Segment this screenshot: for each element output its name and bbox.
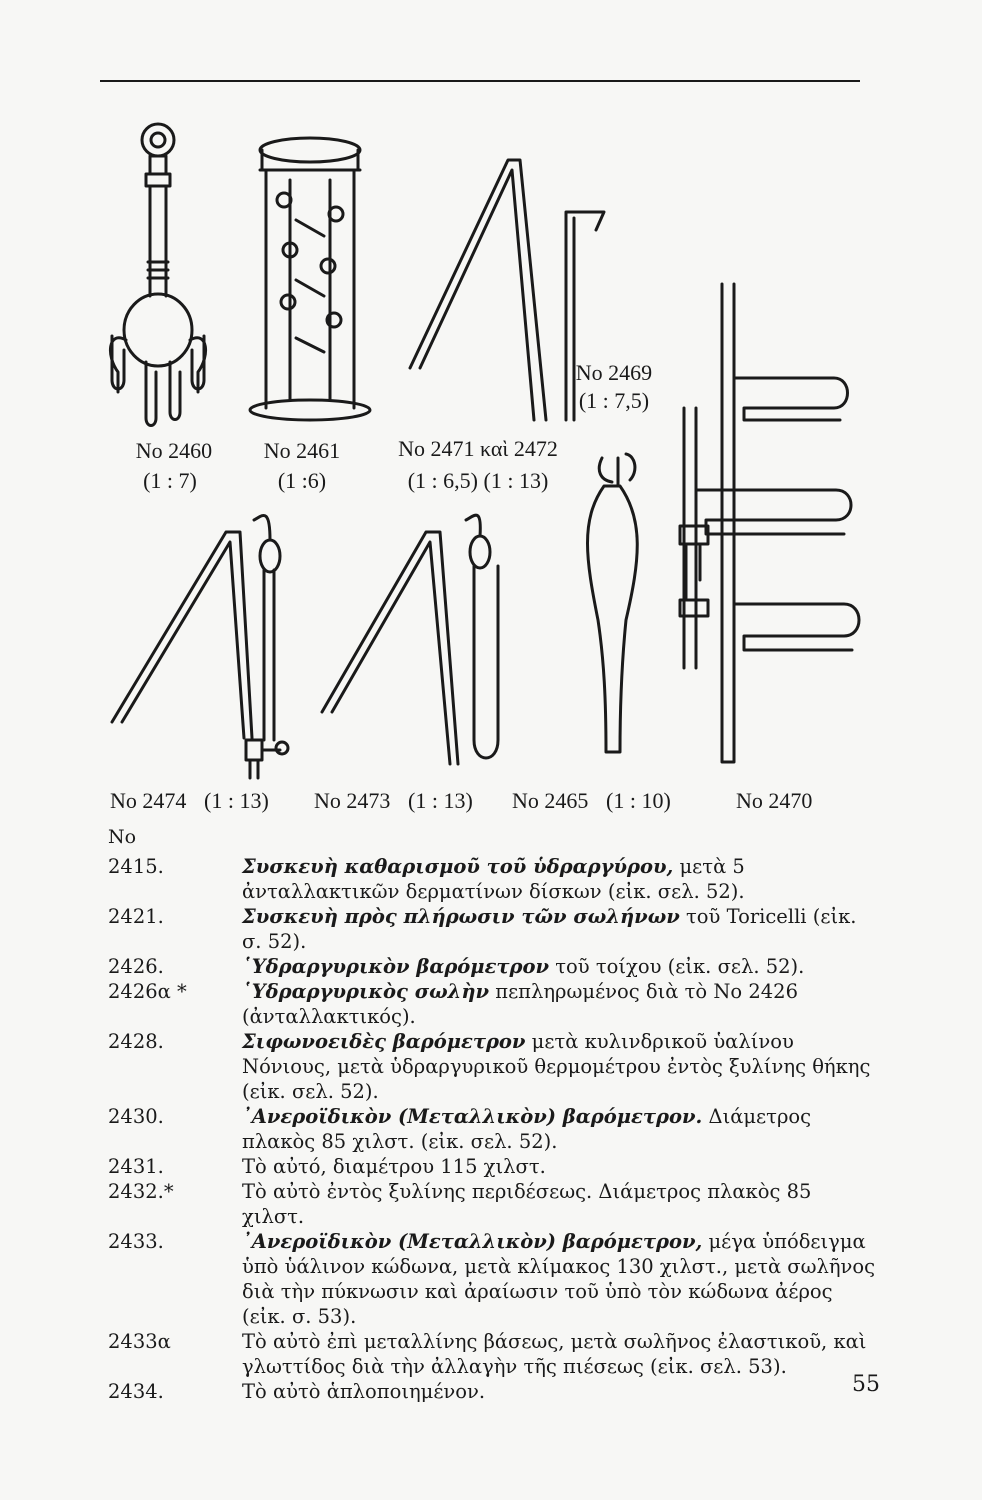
entry-text: τοῦ Toricelli (εἰκ. σ. 52). (242, 905, 857, 953)
figure-caption-2460-scale: (1 : 7) (143, 468, 197, 493)
figure-2460-drawing (110, 124, 205, 426)
entry-number: 2430. (108, 1105, 164, 1128)
entry-title: ῾Υδραργυρικὸς σωλὴν (242, 980, 490, 1003)
page-number: 55 (852, 1372, 880, 1397)
entry-title: ῾Υδραργυρικὸν βαρόμετρον (242, 955, 550, 978)
figure-2465-drawing (588, 454, 638, 752)
figure-caption-2469-no: No 2469 (575, 360, 653, 385)
list-item (108, 979, 878, 1029)
figure-caption-2460-no: No 2460 (135, 438, 213, 463)
entry-number: 2434. (108, 1380, 164, 1403)
entry-title: ᾿Ανεροϊδικὸν (Μεταλλικὸν) βαρόμετρον. (242, 1105, 703, 1128)
list-item (108, 1029, 878, 1104)
figure-caption-2469-scale: (1 : 7,5) (578, 388, 650, 413)
entry-title: Συσκευὴ καθαρισμοῦ τοῦ ὑδραργύρου, (242, 855, 674, 878)
figure-caption-2471-scale: (1 : 6,5) (1 : 13) (407, 468, 549, 493)
entry-title: Σιφωνοειδὲς βαρόμετρον (242, 1030, 526, 1053)
figure-caption-2465-scale: (1 : 10) (606, 788, 671, 813)
entry-number: 2415. (108, 855, 164, 878)
figure-caption-2461-no: No 2461 (263, 438, 341, 463)
entry-text: Τὸ αὐτὸ ἐντὸς ξυλίνης περιδέσεως. Διάμετρος πλακὸς 85 χιλστ. (242, 1180, 812, 1228)
figure-2473-drawing (322, 515, 498, 764)
figure-caption-2473-no: No 2473 (314, 788, 391, 813)
list-item (108, 1229, 878, 1329)
entry-number: 2428. (108, 1030, 164, 1053)
entry-number: 2426α * (108, 980, 187, 1003)
list-item (108, 904, 878, 954)
figure-caption-2471-no: No 2471 καὶ 2472 (398, 436, 558, 461)
figure-2470-drawing (680, 284, 859, 762)
figure-caption-2470-no: No 2470 (736, 788, 813, 813)
entry-number: 2433. (108, 1230, 164, 1253)
entry-number: 2426. (108, 955, 164, 978)
list-item (108, 1179, 878, 1229)
entry-text: Τὸ αὐτὸ ἐπὶ μεταλλίνης βάσεως, μετὰ σωλῆνος ἐλαστικοῦ, καὶ γλωττίδος διὰ τὴν ἀλλαγὴν τῆς πιέσεως (εἰκ. σελ. 53). (242, 1330, 867, 1378)
entry-number: 2432.* (108, 1180, 174, 1203)
entry-text: μετὰ 5 ἀνταλλακτικῶν δερματίνων δίσκων (εἰκ. σελ. 52). (242, 855, 745, 903)
catalog-entries (108, 854, 878, 1404)
figure-2461-drawing (250, 138, 370, 420)
list-item (108, 1154, 878, 1179)
figure-caption-2474-scale: (1 : 13) (204, 788, 269, 813)
figure-caption-2473-scale: (1 : 13) (408, 788, 473, 813)
figure-caption-2474-no: No 2474 (110, 788, 187, 813)
entry-text: Τὸ αὐτό, διαμέτρου 115 χιλστ. (242, 1155, 546, 1178)
list-item (108, 954, 878, 979)
entry-number: 2431. (108, 1155, 164, 1178)
entry-text: Τὸ αὐτὸ ἁπλοποιημένον. (242, 1380, 486, 1403)
list-item (108, 1104, 878, 1154)
entry-text: Διάμετρος πλακὸς 85 χιλστ. (εἰκ. σελ. 52). (242, 1105, 812, 1153)
list-header: No (108, 826, 137, 848)
entry-title: ᾿Ανεροϊδικὸν (Μεταλλικὸν) βαρόμετρον, (242, 1230, 703, 1253)
list-item (108, 854, 878, 904)
list-item (108, 1379, 878, 1404)
figure-2474-drawing (112, 515, 288, 778)
figure-caption-2465-no: No 2465 (512, 788, 589, 813)
entry-text: τοῦ τοίχου (εἰκ. σελ. 52). (555, 955, 805, 978)
entry-number: 2421. (108, 905, 164, 928)
entry-number: 2433α (108, 1330, 171, 1353)
entry-text: πεπληρωμένος διὰ τὸ No 2426 (ἀνταλλακτικός). (242, 980, 798, 1028)
entry-text: μέγα ὑπόδειγμα ὑπὸ ὑάλινον κώδωνα, μετὰ κλίμακος 130 χιλστ., μετὰ σωλῆνος διὰ τὴν πύκνωσιν καὶ ἀραίωσιν τοῦ ὑπὸ τὸν κώδωνα ἀέρος (εἰκ. σ. 53). (242, 1230, 876, 1328)
entry-title: Συσκευὴ πρὸς πλήρωσιν τῶν σωλήνων (242, 905, 680, 928)
list-item (108, 1329, 878, 1379)
entry-text: μετὰ κυλινδρικοῦ ὑαλίνου Νόνιους, μετὰ ὑδραργυρικοῦ θερμομέτρου ἐντὸς ξυλίνης θήκης (εἰκ. σελ. 52). (242, 1030, 871, 1103)
figure-caption-2461-scale: (1 :6) (277, 468, 327, 493)
